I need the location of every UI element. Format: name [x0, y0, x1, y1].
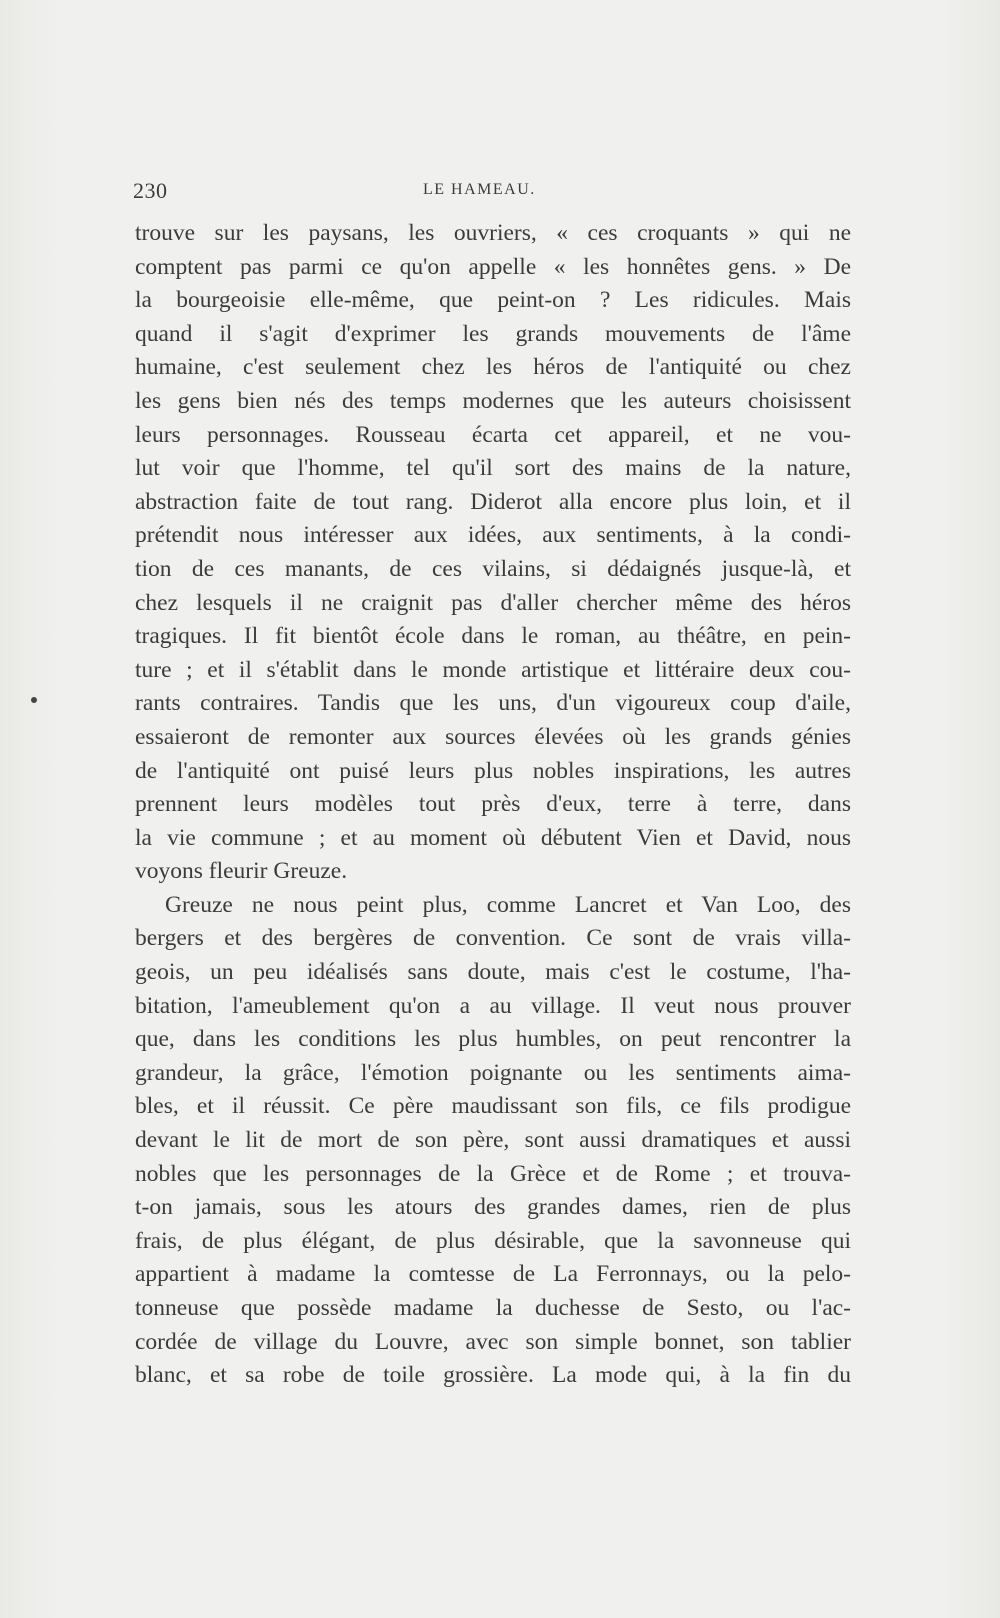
text-line: tonneuse que possède madame la duchesse de Sesto, ou l'ac-: [135, 1295, 851, 1321]
text-line: leurs personnages. Rousseau écarta cet appareil, et ne vou-: [135, 421, 851, 448]
text-line: de l'antiquité ont puisé leurs plus nobles inspirations, les autres: [135, 757, 851, 784]
text-line: que, dans les conditions les plus humbles, on peut rencontrer la: [135, 1026, 851, 1053]
running-head: LE HAMEAU.: [423, 181, 536, 198]
text-line: geois, un peu idéalisés sans doute, mais c'est le costume, l'ha-: [135, 959, 851, 986]
text-line: ture ; et il s'établit dans le monde artistique et littéraire deux cou-: [135, 656, 851, 683]
text-line: chez lesquels il ne craignit pas d'aller chercher même des héros: [135, 589, 851, 616]
text-line: comptent pas parmi ce qu'on appelle « les honnêtes gens. » De: [135, 253, 851, 280]
body-text: [135, 217, 851, 1393]
margin-dot: [31, 697, 37, 703]
text-line: humaine, c'est seulement chez les héros de l'antiquité ou chez: [135, 354, 851, 381]
text-line: quand il s'agit d'exprimer les grands mouvements de l'âme: [135, 320, 851, 347]
paragraph-2: [135, 889, 851, 1393]
text-line: rants contraires. Tandis que les uns, d'un vigoureux coup d'aile,: [135, 690, 851, 717]
text-line: devant le lit de mort de son père, sont aussi dramatiques et aussi: [135, 1127, 851, 1154]
text-line: abstraction faite de tout rang. Diderot alla encore plus loin, et il: [135, 488, 851, 515]
text-line: la bourgeoisie elle-même, que peint-on ? Les ridicules. Mais: [135, 287, 851, 314]
text-line: voyons fleurir Greuze.: [135, 858, 348, 885]
text-line: cordée de village du Louvre, avec son simple bonnet, son tablier: [135, 1328, 851, 1355]
text-line: lut voir que l'homme, tel qu'il sort des mains de la nature,: [135, 455, 851, 482]
page-number: 230: [133, 178, 168, 203]
text-line: bergers et des bergères de convention. Ce sont de vrais villa-: [135, 925, 851, 952]
text-line: prétendit nous intéresser aux idées, aux sentiments, à la condi-: [135, 522, 851, 549]
text-line: nobles que les personnages de la Grèce et de Rome ; et trouva-: [135, 1160, 851, 1187]
text-line: trouve sur les paysans, les ouvriers, « ces croquants » qui ne: [135, 220, 851, 246]
paragraph-1: [135, 217, 851, 889]
text-line: frais, de plus élégant, de plus désirable, que la savonneuse qui: [135, 1227, 851, 1254]
text-line: tragiques. Il fit bientôt école dans le roman, au théâtre, en pein-: [135, 623, 851, 650]
text-line: Greuze ne nous peint plus, comme Lancret et Van Loo, des: [165, 891, 851, 918]
text-line: bitation, l'ameublement qu'on a au village. Il veut nous prouver: [135, 992, 851, 1019]
text-line: grandeur, la grâce, l'émotion poignante ou les sentiments aima-: [135, 1059, 851, 1086]
text-line: essaieront de remonter aux sources élevées où les grands génies: [135, 723, 851, 750]
page-header: [133, 178, 853, 208]
text-line: les gens bien nés des temps modernes que les auteurs choisissent: [135, 387, 851, 414]
text-line: appartient à madame la comtesse de La Ferronnays, ou la pelo-: [135, 1261, 851, 1288]
text-line: la vie commune ; et au moment où débutent Vien et David, nous: [135, 824, 851, 851]
text-line: bles, et il réussit. Ce père maudissant son fils, ce fils prodigue: [135, 1093, 851, 1120]
text-line: tion de ces manants, de ces vilains, si dédaignés jusque-là, et: [135, 555, 851, 582]
text-line: prennent leurs modèles tout près d'eux, terre à terre, dans: [135, 791, 851, 818]
text-line: t-on jamais, sous les atours des grandes dames, rien de plus: [135, 1194, 851, 1221]
text-line: blanc, et sa robe de toile grossière. La mode qui, à la fin du: [135, 1362, 851, 1389]
